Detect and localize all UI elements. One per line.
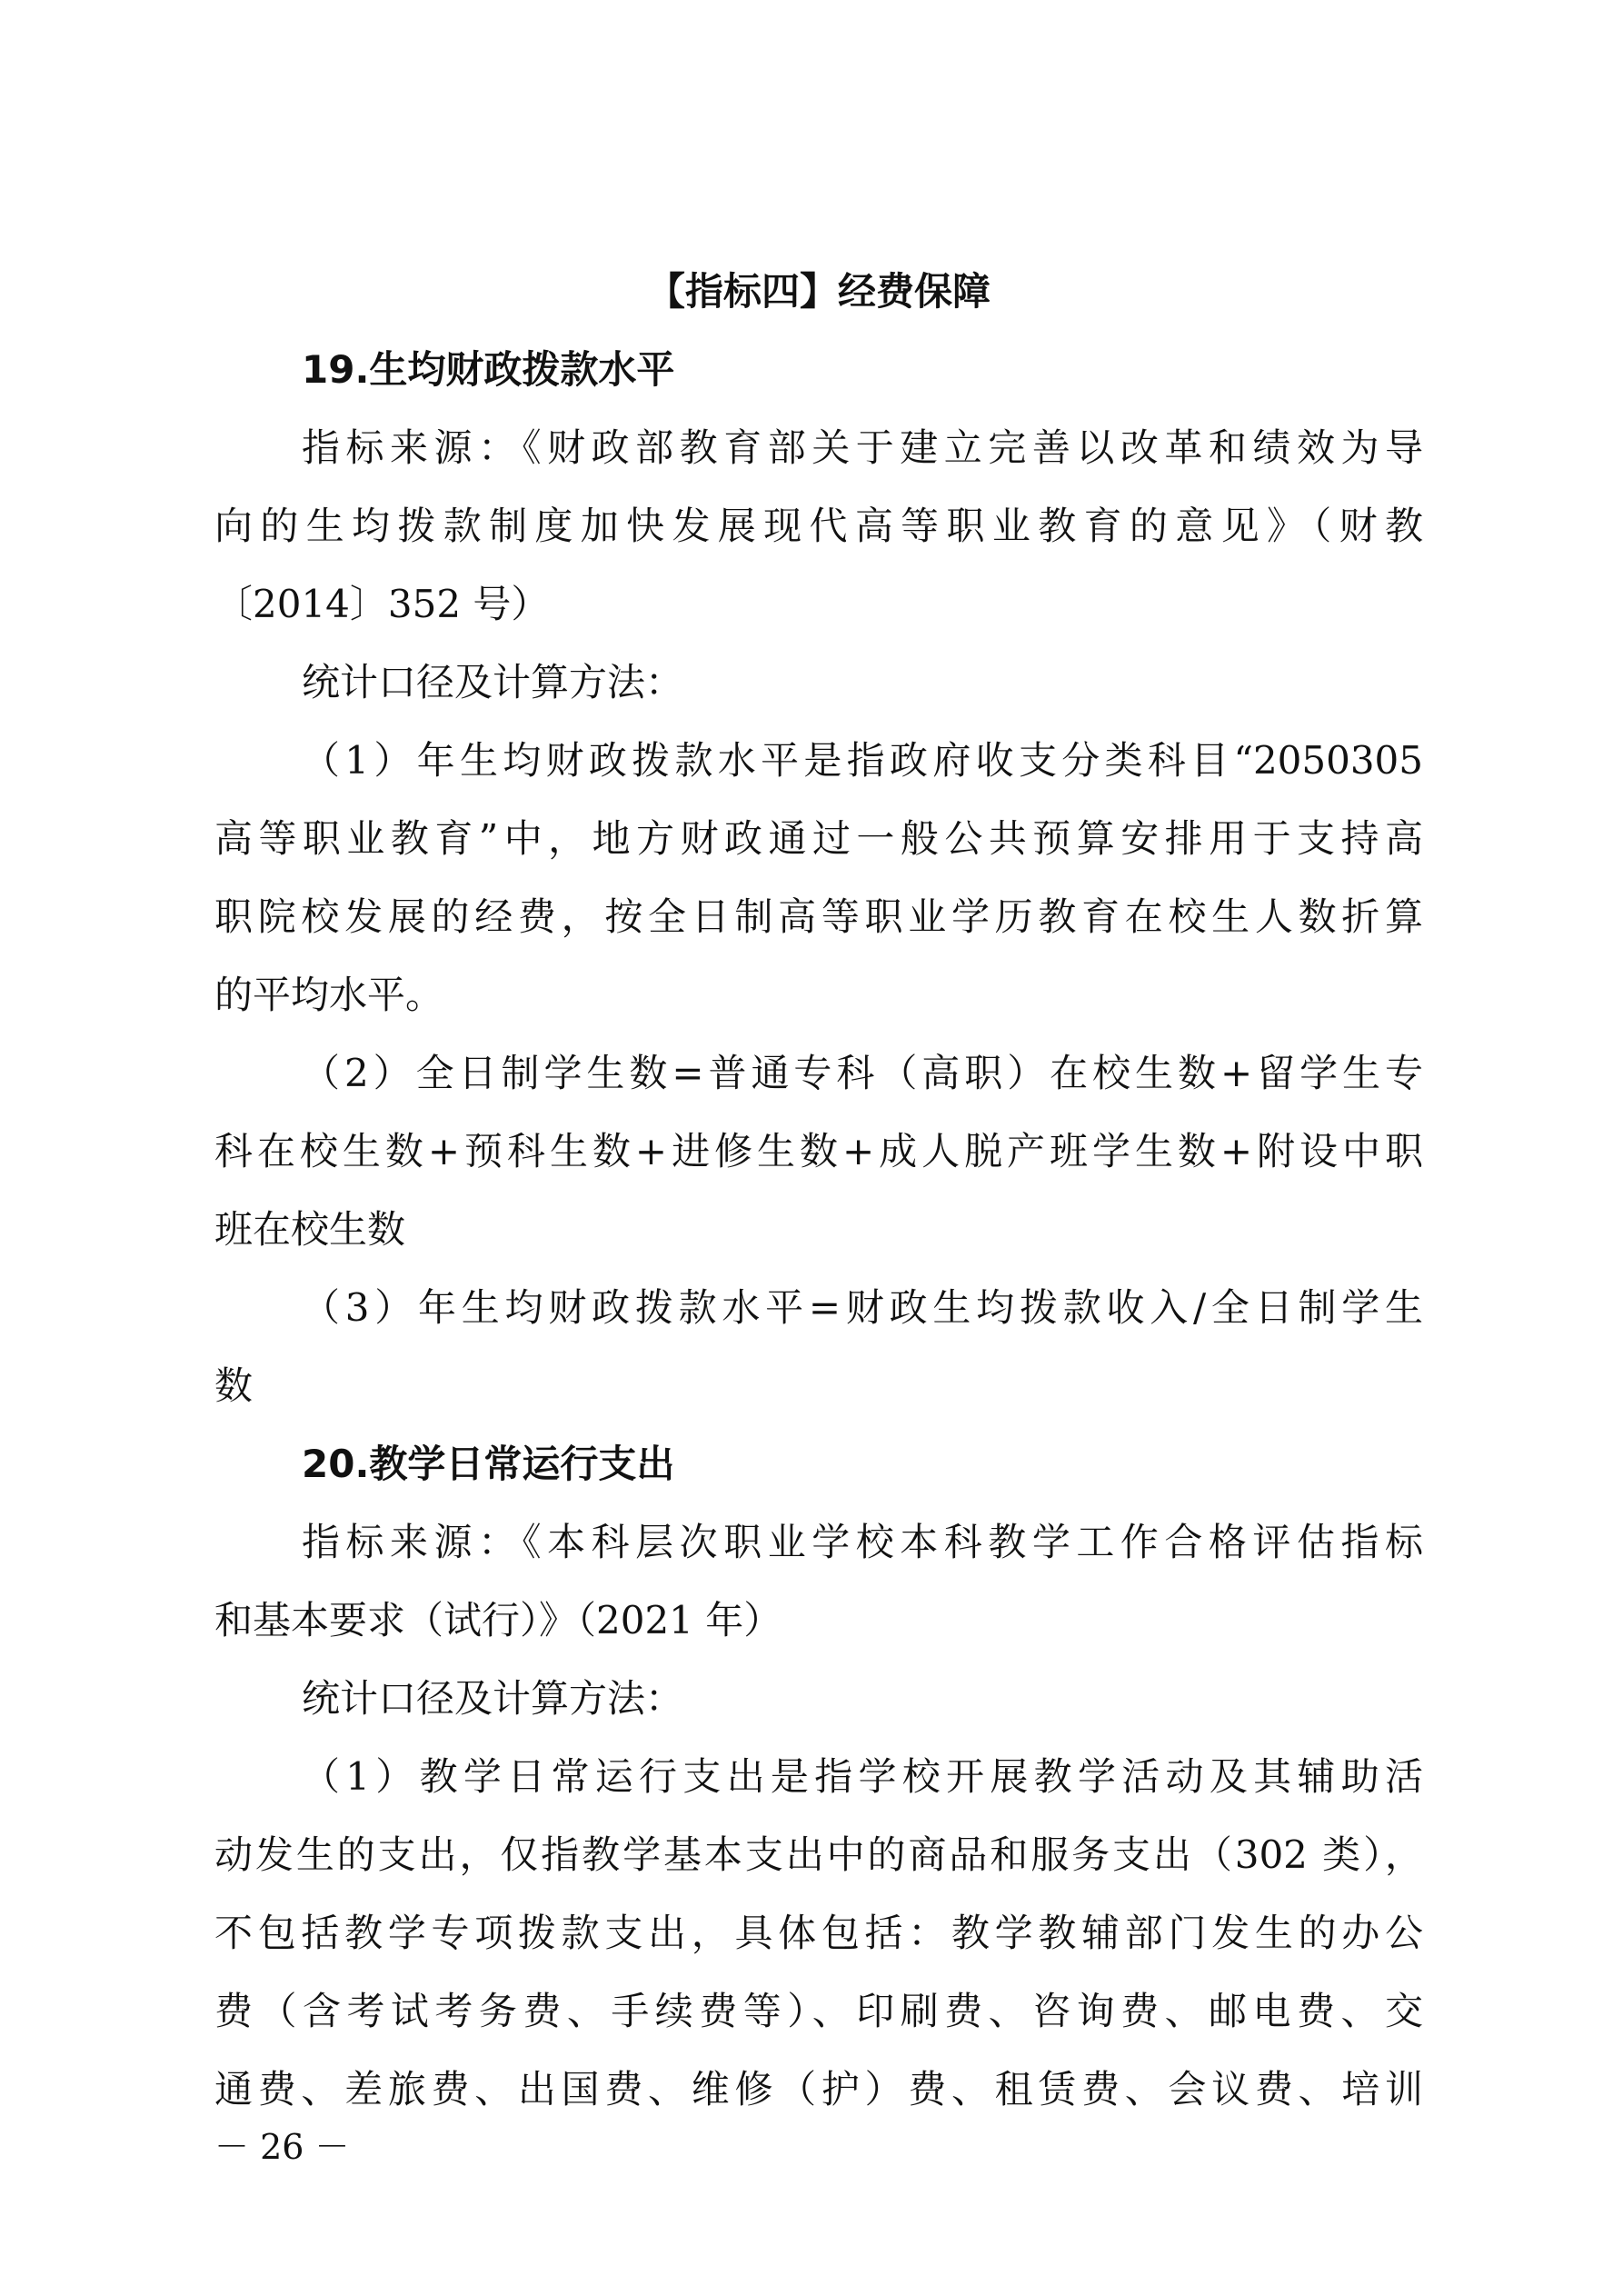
item19-heading: 19.生均财政拨款水平 [302,347,675,392]
item19-p1-line-2: 高等职业教育”中，地方财政通过一般公共预算安排用于支持高 [214,816,1423,861]
item19-source-line-3: 〔2014〕352 号） [214,582,550,626]
item20-p1-line-5: 通费、差旅费、出国费、维修（护）费、租赁费、会议费、培训 [214,2067,1423,2111]
item19-source-line-2: 向的生均拨款制度加快发展现代高等职业教育的意见》（财教 [214,504,1423,548]
page-number: － 26 － [214,2127,350,2167]
item20-p1-line-2: 动发生的支出，仅指教学基本支出中的商品和服务支出（302 类）， [214,1832,1423,1877]
item19-method-label: 统计口径及计算方法： [302,660,684,704]
item20-p1-line-3: 不包括教学专项拨款支出，具体包括：教学教辅部门发生的办公 [214,1911,1423,1955]
item19-p1-line-4: 的平均水平。 [214,973,444,1017]
item19-p1-line-1: （1）年生均财政拨款水平是指政府收支分类科目“2050305 [302,738,1423,783]
item20-source-line-1: 指标来源：《本科层次职业学校本科教学工作合格评估指标 [302,1520,1423,1564]
item19-p2-line-1: （2）全日制学生数=普通专科（高职）在校生数+留学生专 [302,1051,1423,1095]
item19-p2-line-3: 班在校生数 [214,1207,406,1252]
item20-heading: 20.教学日常运行支出 [302,1442,675,1486]
item20-p1-line-4: 费（含考试考务费、手续费等）、印刷费、咨询费、邮电费、交 [214,1989,1423,2033]
item19-source-line-1: 指标来源：《财政部教育部关于建立完善以改革和绩效为导 [302,425,1423,470]
item20-p1-line-1: （1）教学日常运行支出是指学校开展教学活动及其辅助活 [302,1754,1423,1799]
item19-p3-line-1: （3）年生均财政拨款水平=财政生均拨款收入/全日制学生 [302,1285,1423,1330]
item19-p2-line-2: 科在校生数+预科生数+进修生数+成人脱产班学生数+附设中职 [214,1129,1423,1173]
section-title: 【指标四】经费保障 [646,269,991,314]
item19-p1-line-3: 职院校发展的经费，按全日制高等职业学历教育在校生人数折算 [214,894,1423,939]
item19-p3-line-2: 数 [214,1363,254,1408]
item20-source-line-2: 和基本要求（试行）》（2021 年） [214,1598,782,1642]
item20-method-label: 统计口径及计算方法： [302,1676,684,1721]
